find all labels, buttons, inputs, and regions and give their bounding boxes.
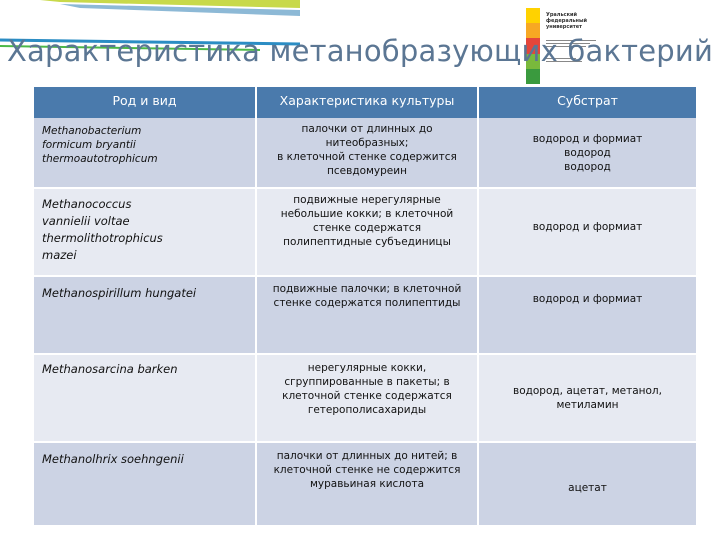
bacteria-table — [34, 87, 696, 527]
table-row — [34, 276, 696, 354]
logo-text: Уральский федеральный университет — [546, 12, 588, 30]
cell-genus: Methanobacterium formicum bryantii thermoautotrophicum — [34, 118, 256, 188]
header-substrate: Субстрат — [478, 87, 696, 118]
table-row — [34, 118, 696, 188]
cell-characteristics: палочки от длинных до нитеобразных; в клеточной стенке содержится псевдомуреин — [256, 118, 478, 188]
cell-genus: Methanococcus vannielii voltae thermolithotrophicus mazei — [34, 188, 256, 276]
table-header-row — [34, 87, 696, 118]
cell-characteristics: палочки от длинных до нитей; в клеточной стенке не содержится муравьиная кислота — [256, 442, 478, 526]
cell-substrate: водород и формиат водород водород — [478, 118, 696, 188]
cell-characteristics: подвижные нерегулярные небольшие кокки; в клеточной стенке содержатся полипептидные субъединицы — [256, 188, 478, 276]
cell-substrate: ацетат — [478, 442, 696, 526]
header-characteristics: Характеристика культуры — [256, 87, 478, 118]
cell-genus: Methanolhrix soehngenii — [34, 442, 256, 526]
table-row — [34, 188, 696, 276]
cell-characteristics: нерегулярные кокки, сгруппированные в пакеты; в клеточной стенке содержатся гетерополисахариды — [256, 354, 478, 442]
header-genus: Род и вид — [34, 87, 256, 118]
cell-genus: Methanosarcina barken — [34, 354, 256, 442]
table-row — [34, 354, 696, 442]
page-title: Характеристика метанобразующих бактерий — [6, 34, 713, 68]
cell-characteristics: подвижные палочки; в клеточной стенке содержатся полипептиды — [256, 276, 478, 354]
cell-genus: Methanospirillum hungatei — [34, 276, 256, 354]
cell-substrate: водород и формиат — [478, 188, 696, 276]
table-row — [34, 442, 696, 526]
cell-substrate: водород, ацетат, метанол, метиламин — [478, 354, 696, 442]
cell-substrate: водород и формиат — [478, 276, 696, 354]
